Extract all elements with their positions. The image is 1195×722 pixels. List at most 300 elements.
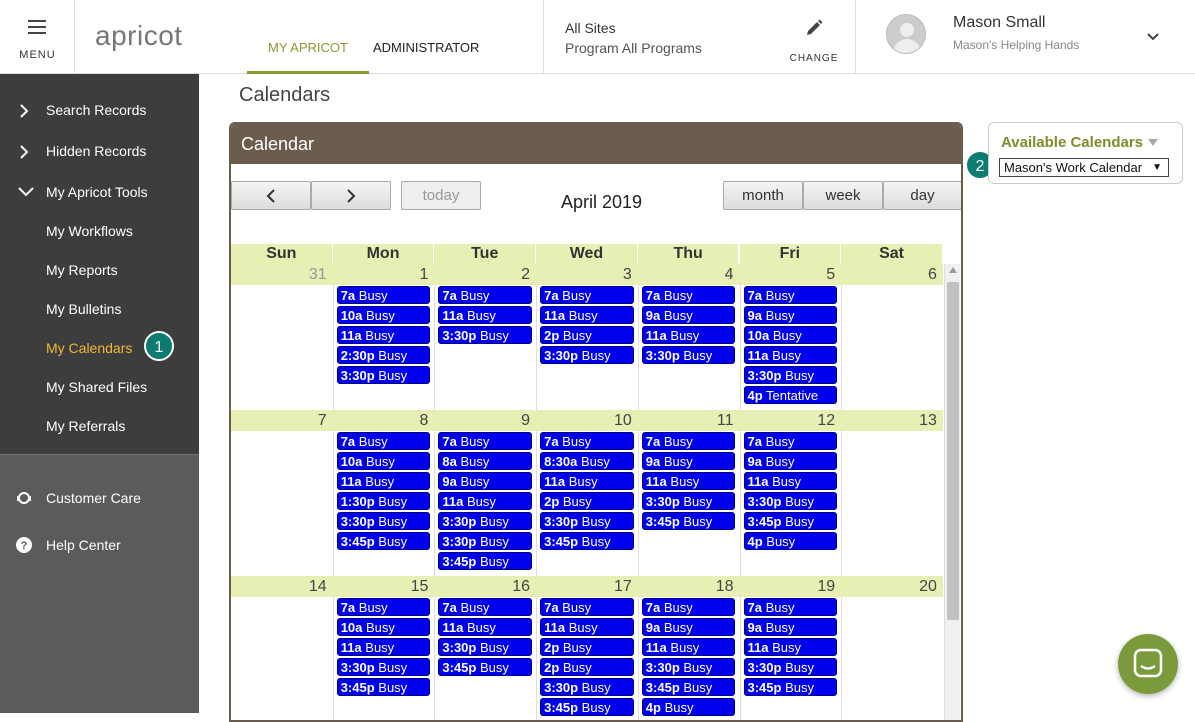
logo-text: apricot [95, 20, 183, 51]
column-divider [740, 264, 741, 722]
day-number[interactable]: 20 [919, 578, 937, 595]
calendar-scrollbar[interactable] [944, 264, 960, 722]
calendar-event[interactable] [438, 452, 532, 470]
apricot-logo[interactable] [95, 20, 183, 52]
tab-administrator[interactable]: ADMINISTRATOR [373, 40, 480, 55]
event-title: Busy [456, 474, 490, 489]
event-title: Busy [660, 700, 694, 715]
event-title: Busy [781, 494, 814, 509]
event-time: 11a [747, 640, 769, 655]
calendar-event[interactable] [642, 452, 736, 470]
event-title: Busy [660, 620, 693, 635]
event-time: 3:30p [544, 680, 579, 695]
calendar-event[interactable] [642, 638, 736, 656]
event-time: 7a [544, 434, 559, 449]
event-time: 3:45p [544, 534, 579, 549]
prev-button[interactable] [231, 181, 311, 210]
event-time: 3:30p [442, 534, 477, 549]
event-time: 11a [442, 494, 464, 509]
calendar-event[interactable] [744, 286, 838, 304]
event-title: Busy [679, 494, 713, 509]
day-number[interactable]: 9 [521, 412, 531, 429]
event-time: 7a [442, 288, 457, 303]
calendar-event[interactable] [337, 512, 431, 530]
event-time: 2:30p [340, 348, 375, 363]
event-time: 3:30p [340, 660, 375, 675]
event-time: 11a [340, 474, 362, 489]
avatar [886, 14, 926, 54]
calendar-event[interactable] [337, 638, 431, 656]
event-time: 3:30p [442, 514, 477, 529]
calendar-event[interactable] [540, 452, 634, 470]
calendar-event[interactable] [744, 366, 838, 384]
calendar-event[interactable] [438, 472, 532, 490]
calendar-event[interactable] [337, 432, 431, 450]
event-title: Busy [565, 474, 598, 489]
event-title: Busy [559, 660, 592, 675]
calendar-event[interactable] [438, 552, 532, 570]
event-time: 7a [645, 288, 661, 303]
calendar-event[interactable] [540, 512, 634, 530]
event-title: Busy [565, 308, 598, 323]
site-selector [543, 0, 856, 74]
calendar-event[interactable] [744, 346, 838, 364]
sidebar-item-label: My Shared Files [46, 379, 148, 395]
event-time: 3:30p [747, 494, 782, 509]
event-time: 10a [747, 328, 770, 343]
calendar-event[interactable] [438, 512, 532, 530]
calendar-event[interactable] [744, 472, 838, 490]
event-time: 3:45p [340, 680, 375, 695]
event-time: 11a [645, 328, 667, 343]
event-title: Busy [361, 328, 395, 343]
event-title: Busy [476, 660, 509, 675]
calendar-event[interactable] [540, 618, 634, 636]
calendar-event[interactable] [642, 472, 736, 490]
dropdown-arrow-icon: ▼ [1152, 162, 1162, 173]
event-time: 3:30p [544, 348, 579, 363]
event-title: Busy [374, 514, 408, 529]
calendar-event[interactable] [744, 618, 838, 636]
event-time: 2p [544, 640, 560, 655]
tab-my-apricot[interactable]: MY APRICOT [247, 40, 369, 74]
menu-button[interactable] [0, 0, 75, 74]
calendar-event[interactable] [438, 532, 532, 550]
day-number[interactable]: 16 [512, 578, 531, 595]
calendar-select-value: Mason's Work Calendar [1004, 160, 1143, 175]
event-time: 3:45p [340, 534, 375, 549]
headset-icon [16, 490, 32, 506]
event-title: Busy [761, 288, 795, 303]
column-divider [841, 264, 842, 722]
chevron-right-icon [18, 104, 30, 118]
event-time: 2p [544, 494, 560, 509]
sidebar-item-my-shared-files[interactable] [0, 368, 199, 407]
day-number[interactable]: 4 [724, 266, 734, 283]
event-title: Busy [558, 434, 592, 449]
event-title: Busy [762, 534, 796, 549]
event-time: 2p [544, 328, 560, 343]
event-time: 10a [340, 308, 363, 323]
sidebar-item-label: My Calendars [46, 340, 133, 356]
event-title: Busy [781, 680, 814, 695]
event-title: Busy [660, 288, 693, 303]
triangle-down-icon[interactable] [1148, 139, 1158, 146]
sidebar-item-label: My Reports [46, 262, 118, 278]
calendar-event[interactable] [642, 432, 736, 450]
calendar-header [231, 124, 961, 164]
event-time: 9a [442, 474, 457, 489]
day-number[interactable]: 5 [826, 266, 836, 283]
top-bar [0, 0, 1195, 74]
event-time: 7a [645, 434, 661, 449]
view-month-button[interactable]: month [723, 181, 803, 210]
sidebar-item-label: Customer Care [46, 490, 141, 506]
calendar-event[interactable] [642, 678, 736, 696]
event-title: Busy [761, 454, 795, 469]
event-time: 10a [340, 454, 363, 469]
column-divider [536, 264, 537, 722]
event-time: 3:45p [747, 680, 782, 695]
event-time: 3:30p [645, 660, 680, 675]
next-button[interactable] [311, 181, 391, 210]
event-title: Busy [559, 640, 592, 655]
event-title: Busy [761, 434, 795, 449]
hamburger-icon [28, 20, 46, 38]
calendar-event[interactable] [337, 598, 431, 616]
scroll-up-arrow-icon[interactable] [949, 267, 957, 273]
event-title: Busy [559, 494, 592, 509]
event-title: Busy [781, 514, 814, 529]
event-title: Busy [679, 680, 713, 695]
day-number[interactable]: 3 [622, 266, 632, 283]
event-title: Busy [355, 288, 388, 303]
calendar-event[interactable] [744, 638, 838, 656]
day-number[interactable]: 18 [715, 578, 734, 595]
event-title: Busy [768, 640, 801, 655]
event-time: 7a [747, 434, 762, 449]
event-time: 7a [340, 434, 356, 449]
sidebar-item-my-referrals[interactable] [0, 407, 199, 446]
event-title: Busy [769, 328, 802, 343]
calendar-event[interactable] [744, 326, 838, 344]
help-icon [16, 537, 32, 553]
event-title: Busy [559, 328, 592, 343]
calendar-event[interactable] [540, 326, 634, 344]
event-title: Busy [374, 348, 408, 363]
calendar-event[interactable] [337, 452, 431, 470]
event-title: Busy [476, 328, 509, 343]
event-title: Busy [374, 368, 408, 383]
event-title: Busy [768, 348, 801, 363]
event-time: 7a [340, 288, 356, 303]
event-time: 9a [747, 620, 762, 635]
event-title: Busy [666, 640, 700, 655]
day-of-week-header: Sat [841, 244, 943, 264]
event-time: 11a [544, 474, 566, 489]
user-org: Mason's Helping Hands [953, 38, 1080, 52]
calendar-month-label: April 2019 [561, 192, 643, 212]
chevron-down-icon[interactable] [1146, 32, 1160, 42]
calendar-event[interactable] [540, 472, 634, 490]
day-number[interactable]: 15 [410, 578, 429, 595]
calendar-event[interactable] [744, 512, 838, 530]
day-number[interactable]: 17 [613, 578, 632, 595]
event-time: 7a [747, 288, 762, 303]
event-time: 3:45p [442, 660, 477, 675]
sidebar-panel [0, 74, 199, 454]
sidebar-item-customer-care[interactable] [0, 478, 199, 518]
calendar-event[interactable] [540, 698, 634, 716]
calendar-event[interactable] [744, 432, 838, 450]
sidebar-item-search-records[interactable] [0, 91, 199, 130]
sidebar-item-label: My Apricot Tools [46, 184, 148, 200]
event-time: 7a [340, 600, 356, 615]
calendar-event[interactable] [642, 326, 736, 344]
view-day-button[interactable]: day [883, 181, 962, 210]
calendar-event[interactable] [438, 638, 532, 656]
calendar-event[interactable] [540, 658, 634, 676]
event-time: 3:45p [544, 700, 579, 715]
day-number[interactable]: 12 [817, 412, 836, 429]
sidebar-item-label: Help Center [46, 537, 121, 553]
day-of-week-header: Fri [740, 244, 842, 264]
event-time: 3:45p [645, 680, 680, 695]
event-title: Busy [660, 454, 693, 469]
day-number[interactable]: 19 [817, 578, 836, 595]
event-title: Busy [761, 308, 795, 323]
menu-label: MENU [19, 49, 56, 61]
calendar-event[interactable] [337, 306, 431, 324]
calendar-event[interactable] [337, 618, 431, 636]
sidebar-item-help-center[interactable] [0, 525, 199, 565]
event-title: Busy [666, 328, 700, 343]
sidebar-item-my-apricot-tools[interactable] [0, 173, 199, 212]
sidebar-item-my-reports[interactable] [0, 251, 199, 290]
event-time: 11a [544, 308, 566, 323]
calendar-event[interactable] [540, 432, 634, 450]
event-title: Busy [456, 600, 490, 615]
event-title: Busy [679, 514, 713, 529]
calendar-event[interactable] [337, 326, 431, 344]
view-week-button[interactable]: week [803, 181, 883, 210]
event-title: Busy [578, 680, 611, 695]
event-time: 8a [442, 454, 457, 469]
day-of-week-header: Sun [231, 244, 333, 264]
calendar-event[interactable] [337, 346, 431, 364]
step-badge: 1 [144, 331, 174, 361]
chevron-right-icon [346, 189, 356, 203]
event-title: Busy [463, 494, 496, 509]
calendar-event[interactable] [642, 658, 736, 676]
event-time: 9a [645, 620, 661, 635]
calendar-event[interactable] [337, 286, 431, 304]
event-time: 11a [544, 620, 566, 635]
calendar-event[interactable] [642, 286, 736, 304]
event-time: 11a [645, 640, 667, 655]
event-title: Busy [558, 288, 592, 303]
event-title: Busy [476, 554, 509, 569]
event-title: Busy [456, 288, 490, 303]
calendar-event[interactable] [337, 472, 431, 490]
sidebar-item-label: Hidden Records [46, 143, 147, 159]
calendar-event[interactable] [337, 678, 431, 696]
calendar-event[interactable] [438, 618, 532, 636]
calendar-event[interactable] [438, 306, 532, 324]
event-time: 3:45p [747, 514, 782, 529]
day-number[interactable]: 6 [927, 266, 937, 283]
event-time: 3:30p [442, 640, 477, 655]
chevron-left-icon [266, 189, 276, 203]
event-title: Busy [463, 620, 496, 635]
event-title: Busy [374, 534, 408, 549]
chat-button[interactable] [1118, 634, 1178, 694]
event-title: Tentative [762, 388, 819, 403]
event-title: Busy [361, 474, 395, 489]
available-calendars-title[interactable]: Available Calendars [1001, 134, 1144, 151]
event-title: Busy [456, 454, 490, 469]
calendar-event[interactable] [540, 598, 634, 616]
day-number[interactable]: 2 [521, 266, 531, 283]
sidebar-item-my-bulletins[interactable] [0, 290, 199, 329]
sidebar-item-hidden-records[interactable] [0, 132, 199, 171]
calendar-event[interactable] [642, 306, 736, 324]
day-number[interactable]: 7 [317, 412, 327, 429]
calendar-event[interactable] [744, 598, 838, 616]
day-of-week-header: Mon [333, 244, 435, 264]
event-time: 10a [340, 620, 363, 635]
event-title: Busy [578, 348, 611, 363]
calendar-event[interactable] [438, 598, 532, 616]
calendar-event[interactable] [642, 346, 736, 364]
calendar-event[interactable] [540, 306, 634, 324]
event-time: 3:45p [442, 554, 477, 569]
page-title: Calendars [239, 84, 331, 106]
event-title: Busy [761, 620, 795, 635]
calendar-event[interactable] [337, 366, 431, 384]
event-title: Busy [679, 660, 713, 675]
event-time: 3:30p [645, 494, 680, 509]
calendar-event[interactable] [540, 492, 634, 510]
event-title: Busy [362, 620, 395, 635]
calendar-event[interactable] [642, 618, 736, 636]
calendar-event[interactable] [337, 492, 431, 510]
event-time: 11a [442, 308, 464, 323]
event-time: 9a [645, 308, 661, 323]
calendar-event[interactable] [540, 286, 634, 304]
change-button[interactable] [784, 18, 844, 64]
calendar-event[interactable] [337, 658, 431, 676]
event-time: 7a [645, 600, 661, 615]
event-title: Busy [768, 474, 801, 489]
user-name: Mason Small [953, 14, 1046, 31]
day-number[interactable]: 14 [308, 578, 327, 595]
user-menu[interactable] [856, 0, 1195, 74]
calendar-event[interactable] [744, 658, 838, 676]
event-time: 9a [747, 308, 762, 323]
calendar-event[interactable] [540, 678, 634, 696]
calendar-event[interactable] [337, 532, 431, 550]
day-of-week-header: Thu [638, 244, 740, 264]
event-title: Busy [374, 680, 408, 695]
event-title: Busy [362, 308, 395, 323]
day-number[interactable]: 31 [308, 266, 327, 283]
event-title: Busy [355, 600, 388, 615]
calendar-event[interactable] [438, 658, 532, 676]
event-time: 9a [747, 454, 762, 469]
day-number[interactable]: 10 [613, 412, 632, 429]
calendar-event[interactable] [642, 492, 736, 510]
calendar-event[interactable] [642, 698, 736, 716]
calendar-title: Calendar [241, 134, 315, 154]
calendar-event[interactable] [438, 492, 532, 510]
calendar-event[interactable] [438, 326, 532, 344]
day-number[interactable]: 11 [716, 412, 734, 429]
event-title: Busy [476, 534, 509, 549]
event-time: 3:30p [340, 368, 375, 383]
calendar-event[interactable] [744, 532, 838, 550]
step-badge: 2 [965, 150, 995, 180]
calendar-event[interactable] [744, 678, 838, 696]
day-number[interactable]: 1 [419, 266, 429, 283]
event-title: Busy [666, 474, 700, 489]
event-title: Busy [781, 660, 814, 675]
today-button[interactable]: today [401, 181, 481, 210]
calendar-event[interactable] [642, 512, 736, 530]
calendar-event[interactable] [744, 386, 838, 404]
event-time: 3:30p [340, 514, 375, 529]
sidebar-item-my-workflows[interactable] [0, 212, 199, 251]
event-title: Busy [362, 454, 395, 469]
event-title: Busy [761, 600, 795, 615]
calendar-event[interactable] [540, 346, 634, 364]
chevron-down-icon [18, 186, 34, 198]
day-number[interactable]: 13 [919, 412, 937, 429]
event-time: 7a [442, 434, 457, 449]
calendar-panel [229, 122, 963, 722]
calendar-event[interactable] [438, 432, 532, 450]
event-title: Busy [374, 494, 408, 509]
chevron-right-icon [18, 145, 30, 159]
calendar-event[interactable] [744, 452, 838, 470]
sidebar-item-label: My Referrals [46, 418, 126, 434]
event-title: Busy [781, 368, 814, 383]
calendar-event[interactable] [744, 306, 838, 324]
scroll-thumb[interactable] [947, 282, 959, 620]
event-title: Busy [577, 454, 610, 469]
calendar-select[interactable] [999, 158, 1169, 177]
calendar-event[interactable] [642, 598, 736, 616]
site-name: All Sites [565, 20, 616, 36]
sidebar-divider [0, 454, 199, 455]
event-time: 7a [544, 288, 559, 303]
calendar-event[interactable] [540, 532, 634, 550]
event-time: 11a [645, 474, 667, 489]
sidebar-item-label: My Workflows [46, 223, 133, 239]
event-time: 1:30p [340, 494, 375, 509]
event-time: 3:45p [645, 514, 680, 529]
event-time: 3:30p [747, 660, 782, 675]
calendar-event[interactable] [744, 492, 838, 510]
calendar-event[interactable] [540, 638, 634, 656]
event-time: 3:30p [645, 348, 680, 363]
day-number[interactable]: 8 [419, 412, 429, 429]
event-time: 11a [340, 640, 362, 655]
event-time: 11a [442, 620, 464, 635]
calendar-event[interactable] [438, 286, 532, 304]
event-title: Busy [578, 514, 611, 529]
event-title: Busy [355, 434, 388, 449]
